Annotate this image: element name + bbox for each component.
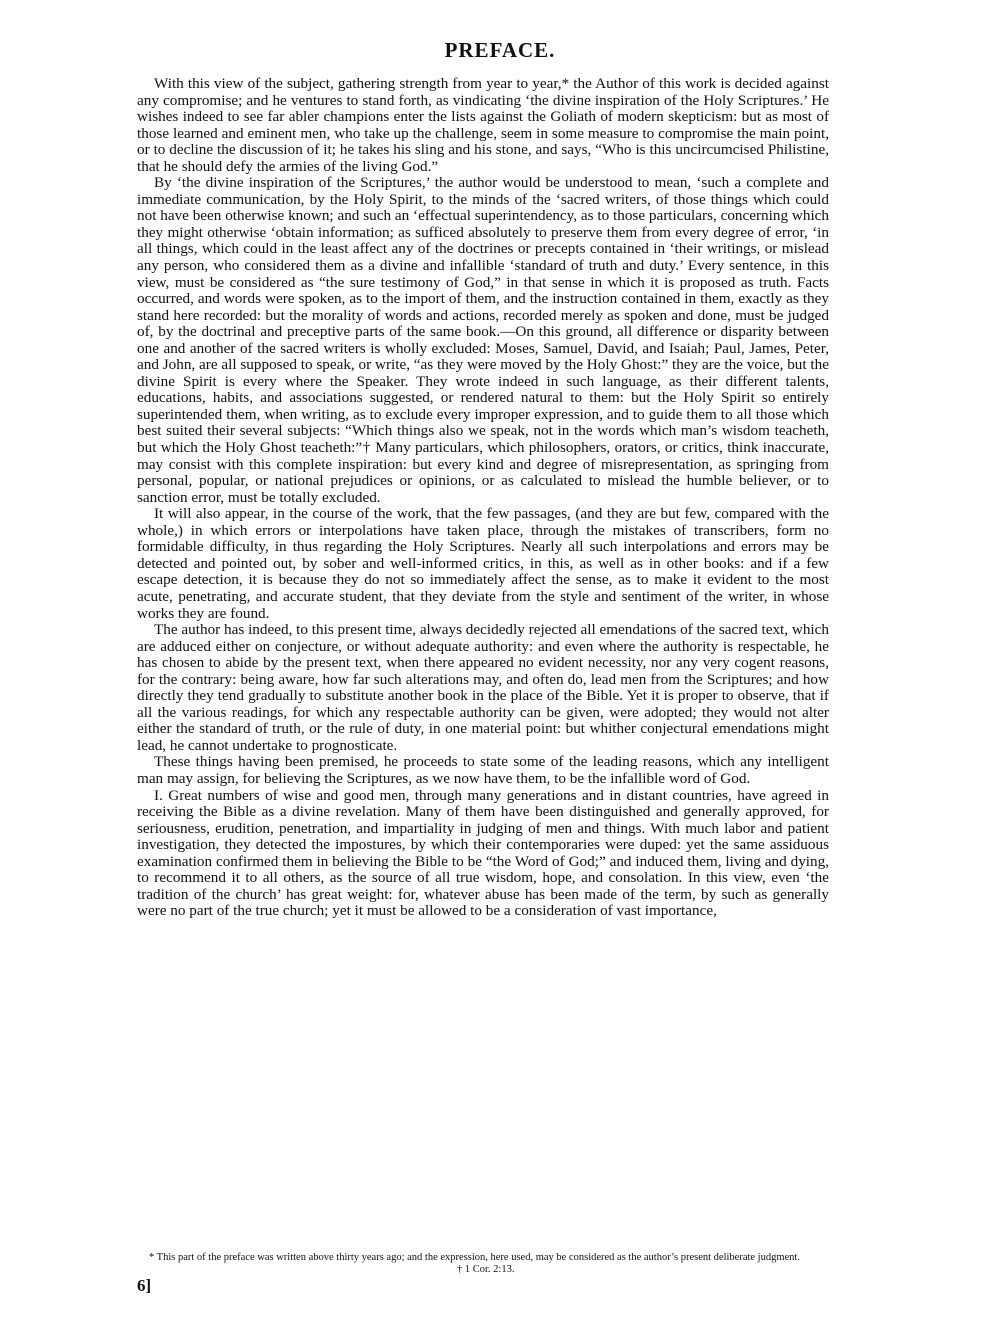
paragraph: The author has indeed, to this present time, always decidedly rejected all emendations of the sacred text, which are adduced either on conjecture, or without adequate authority: and even where the authority is respectable, he has chosen to abide by the present text, when there appeared no evident necessity, nor any very cogent reasons, for the contrary: being aware, how far such alterations may, and often do, lead men from the Scriptures; and how directly they tend gradually to substitute another book in the place of the Bible. Yet it is proper to observe, that if all the various readings, for which any respectable authority can be given, were adopted; they would not alter either the standard of truth, or the rule of duty, in one material point: but whither conjectural emendations might lead, he cannot undertake to prognosticate.	[137, 621, 829, 754]
paragraph: With this view of the subject, gathering strength from year to year,* the Author of this work is decided against any compromise; and he ventures to stand forth, as vindicating ‘the divine inspiration of the Holy Scriptures.’ He wishes indeed to see far abler champions enter the lists against the Goliath of modern skepticism: but as most of those learned and eminent men, who take up the challenge, seem in some measure to compromise the main point, or to decline the discussion of it; he takes his sling and his stone, and says, “Who is this uncircumcised Philistine, that he should defy the armies of the living God.”	[137, 75, 829, 175]
footnote: * This part of the preface was written above thirty years ago; and the expression, here used, may be considered as the author’s present deliberate judgment.	[149, 1252, 800, 1263]
footnotes	[137, 1252, 829, 1276]
paragraph: I. Great numbers of wise and good men, through many generations and in distant countries, have agreed in receiving the Bible as a divine revelation. Many of them have been distinguished and generally approved, for seriousness, erudition, penetration, and impartiality in judging of men and things. With much labor and patient investigation, they detected the impostures, by which their contemporaries were duped: yet the same assiduous examination confirmed them in believing the Bible to be “the Word of God;” and induced them, living and dying, to recommend it to all others, as the source of all true wisdom, hope, and consolation. In this view, even ‘the tradition of the church’ has great weight: for, whatever abuse has been made of the term, by such as generally were no part of the true church; yet it must be allowed to be a consideration of vast importance,	[137, 786, 829, 920]
body-text	[137, 76, 829, 920]
footnote: † 1 Cor. 2:13.	[457, 1264, 515, 1275]
signature-mark: 6]	[137, 1276, 152, 1295]
paragraph: It will also appear, in the course of the work, that the few passages, (and they are but few, compared with the whole,) in which errors or interpolations have taken place, through the mistakes of transcribers, form no formidable difficulty, in thus regarding the Holy Scriptures. Nearly all such interpolations and errors may be detected and pointed out, by sober and well-informed critics, in this, as well as in other books: and if a few escape detection, it is because they do not so immediately affect the sense, as to make it evident to the most acute, penetrating, and accurate student, that they deviate from the style and sentiment of the writer, in whose works they are found.	[137, 505, 829, 622]
paragraph: By ‘the divine inspiration of the Scriptures,’ the author would be understood to mean, ‘such a complete and immediate communication, by the Holy Spirit, to the minds of the ‘sacred writers, of those things which could not have been otherwise known; and such an ‘effectual superintendency, as to those particulars, concerning which they might otherwise ‘obtain information; as sufficed absolutely to preserve them from every degree of error, ‘in all things, which could in the least affect any of the doctrines or precepts contained in ‘their writings, or mislead any person, who considered them as a divine and infallible ‘standard of truth and duty.’ Every sentence, in this view, must be considered as “the sure testimony of God,” in that sense in which it is proposed as truth. Facts occurred, and words were spoken, as to the import of them, and the instruction contained in them, exactly as they stand here recorded: but the morality of words and actions, recorded merely as spoken and done, must be judged of, by the doctrinal and preceptive parts of the same book.—On this ground, all difference or disparity between one and another of the sacred writers is wholly excluded: Moses, Samuel, David, and Isaiah; Paul, James, Peter, and John, are all supposed to speak, or write, “as they were moved by the Holy Ghost:” they are the voice, but the divine Spirit is every where the Speaker. They wrote indeed in such language, as their different talents, educations, habits, and associations suggested, or rendered natural to them: but the Holy Spirit so entirely superintended them, when writing, as to exclude every improper expression, and to guide them to all those which best suited their several subjects: “Which things also we speak, not in the words which man’s wisdom teacheth, but which the Holy Ghost teacheth:”† Many particulars, which philosophers, orators, or critics, think inaccurate, may consist with this complete inspiration: but every kind and degree of misrepresentation, as springing from personal, popular, or national prejudices or opinions, or as calculated to mislead the humble believer, or to sanction error, must be totally excluded.	[137, 174, 829, 506]
paragraph: These things having been premised, he proceeds to state some of the leading reasons, which any intelligent man may assign, for believing the Scriptures, as we now have them, to be the infallible word of God.	[137, 753, 829, 787]
page-title: PREFACE.	[444, 38, 556, 62]
